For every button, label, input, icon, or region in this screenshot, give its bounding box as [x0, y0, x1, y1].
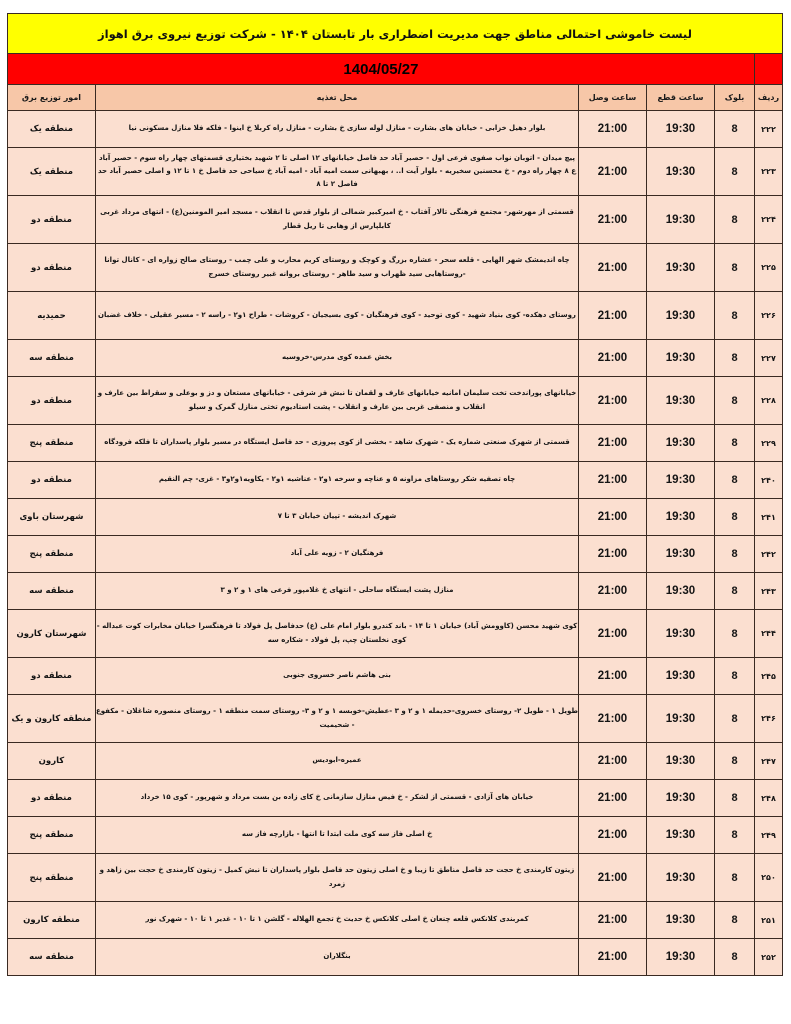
- cell-block: 8: [715, 573, 755, 610]
- cell-omoor: منطقه پنج: [7, 536, 95, 573]
- cell-block: 8: [715, 939, 755, 976]
- cell-radif: ۲۴۶: [755, 695, 783, 743]
- cell-vasl: 21:00: [579, 462, 647, 499]
- cell-block: 8: [715, 196, 755, 244]
- cell-omoor: منطقه سه: [7, 340, 95, 377]
- cell-omoor: منطقه پنج: [7, 854, 95, 902]
- cell-radif: ۲۲۶: [755, 292, 783, 340]
- table-row: [7, 462, 782, 499]
- cell-ghat: 19:30: [647, 573, 715, 610]
- cell-vasl: 21:00: [579, 902, 647, 939]
- column-header-ghat: ساعت قطع: [647, 85, 715, 111]
- cell-vasl: 21:00: [579, 340, 647, 377]
- cell-radif: ۲۴۵: [755, 658, 783, 695]
- cell-block: 8: [715, 902, 755, 939]
- cell-radif: ۲۴۸: [755, 780, 783, 817]
- cell-block: 8: [715, 610, 755, 658]
- cell-ghat: 19:30: [647, 780, 715, 817]
- cell-radif: ۲۲۹: [755, 425, 783, 462]
- date-row: [7, 54, 782, 85]
- cell-omoor: منطقه سه: [7, 573, 95, 610]
- table-row: [7, 425, 782, 462]
- cell-omoor: منطقه دو: [7, 196, 95, 244]
- cell-radif: ۲۲۵: [755, 244, 783, 292]
- cell-place: کمربندی کلانکس قلعه چنعان خ اصلی کلانکس خ حدیث خ تجمع الهلاله - گلشن ۱ تا ۱۰ - غدیر ۱ تا ۱۰ - شهرک نور: [96, 902, 579, 939]
- cell-block: 8: [715, 658, 755, 695]
- cell-ghat: 19:30: [647, 462, 715, 499]
- cell-vasl: 21:00: [579, 499, 647, 536]
- cell-radif: ۲۴۷: [755, 743, 783, 780]
- cell-vasl: 21:00: [579, 111, 647, 148]
- cell-radif: ۲۴۱: [755, 499, 783, 536]
- cell-vasl: 21:00: [579, 743, 647, 780]
- cell-block: 8: [715, 425, 755, 462]
- cell-place: کوی شهید محسن (کاوومش آباد) خیابان ۱ تا ۱۴ - باند کندرو بلوار امام علی (ع) حدفاصل پل فولاد تا فرهنگسرا خیابان مخابرات کوت عبداله - کوی نخلستان چپ، پل فولاد - شکاره سه: [96, 610, 579, 658]
- cell-omoor: منطقه دو: [7, 658, 95, 695]
- schedule-date: 1404/05/27: [7, 54, 754, 85]
- cell-vasl: 21:00: [579, 377, 647, 425]
- cell-block: 8: [715, 854, 755, 902]
- cell-place: بنی هاشم ناصر خسروی جنوبی: [96, 658, 579, 695]
- cell-ghat: 19:30: [647, 743, 715, 780]
- cell-block: 8: [715, 536, 755, 573]
- cell-vasl: 21:00: [579, 817, 647, 854]
- cell-vasl: 21:00: [579, 292, 647, 340]
- cell-vasl: 21:00: [579, 610, 647, 658]
- cell-ghat: 19:30: [647, 111, 715, 148]
- cell-place: بلوار دهیل خزابی - خیابان های بشارت - منازل لوله سازی خ بشارت - منازل راه کربلا خ اینوا - فلکه فلا منازل مسکونی نیا: [96, 111, 579, 148]
- cell-ghat: 19:30: [647, 939, 715, 976]
- cell-block: 8: [715, 743, 755, 780]
- cell-omoor: حمیدیه: [7, 292, 95, 340]
- cell-place: چاه تصفیه شکر روستاهای مزاونه ۵ و عناچه و سرخه ۱و۲ - عناشیه ۱و۲ - یکاویه۱و۲و۳ - غزی- چم النقیم: [96, 462, 579, 499]
- column-header-vasl: ساعت وصل: [579, 85, 647, 111]
- table-row: [7, 939, 782, 976]
- cell-place: بخش عمده کوی مدرس-خروسیه: [96, 340, 579, 377]
- cell-ghat: 19:30: [647, 658, 715, 695]
- table-row: [7, 340, 782, 377]
- cell-vasl: 21:00: [579, 148, 647, 196]
- table-row: [7, 743, 782, 780]
- cell-radif: ۲۴۰: [755, 462, 783, 499]
- cell-omoor: منطقه دو: [7, 462, 95, 499]
- cell-place: قسمتی از شهرک صنعتی شماره یک - شهرک شاهد - بخشی از کوی پیروزی - حد فاصل ایستگاه در مسیر بلوار پاسداران تا فلکه فرودگاه: [96, 425, 579, 462]
- cell-omoor: منطقه دو: [7, 780, 95, 817]
- cell-block: 8: [715, 695, 755, 743]
- cell-vasl: 21:00: [579, 196, 647, 244]
- cell-radif: ۲۵۱: [755, 902, 783, 939]
- table-row: [7, 854, 782, 902]
- cell-vasl: 21:00: [579, 536, 647, 573]
- cell-omoor: منطقه پنج: [7, 425, 95, 462]
- cell-block: 8: [715, 111, 755, 148]
- cell-place: منازل پشت ایستگاه ساحلی - انتهای خ غلامپور فرعی های ۱ و ۲ و ۳: [96, 573, 579, 610]
- table-row: [7, 780, 782, 817]
- table-row: [7, 536, 782, 573]
- cell-omoor: شهرستان باوی: [7, 499, 95, 536]
- outage-sheet: [8, 13, 783, 976]
- cell-omoor: منطقه پنج: [7, 817, 95, 854]
- cell-ghat: 19:30: [647, 499, 715, 536]
- cell-vasl: 21:00: [579, 658, 647, 695]
- cell-vasl: 21:00: [579, 695, 647, 743]
- date-band-spacer: [755, 54, 783, 85]
- cell-radif: ۲۲۸: [755, 377, 783, 425]
- cell-ghat: 19:30: [647, 536, 715, 573]
- cell-omoor: منطقه کارون و یک: [7, 695, 95, 743]
- cell-ghat: 19:30: [647, 425, 715, 462]
- cell-omoor: کارون: [7, 743, 95, 780]
- outage-table: [7, 13, 783, 976]
- cell-place: خیابان های آزادی - قسمتی از لشکر - خ فیض منازل سازمانی خ کای زاده بن بست مرداد و شهرپور - کوی ۱۵ خرداد: [96, 780, 579, 817]
- cell-place: پیچ میدان - اتوبان نواب صفوی فرعی اول - حصیر آباد حد فاصل خیابانهای ۱۲ اصلی تا ۲ شهید بختیاری قسمتهای چهار راه سوم - حصیر آباد ع ۸ چهار راه دوم - خ محسنین سخیریه - بلوار آیت ا.. ، بهبهانی سمت امیه آباد - امیه آباد خ سیاحی حد فاصل خ ۱ تا ۱۲ و اصلی حصیر آباد حد فاصل ۲ تا ۸: [96, 148, 579, 196]
- cell-omoor: منطقه کارون: [7, 902, 95, 939]
- column-header-block: بلوک: [715, 85, 755, 111]
- cell-place: قسمتی از مهرشهر- مجتمع فرهنگی تالار آفتاب - خ امیرکبیر شمالی از بلوار قدس تا انقلاب - مسجد امیر المومنین(ع) - انتهای مرداد غربی کابلپارس از وهابی تا ریل قطار: [96, 196, 579, 244]
- cell-radif: ۲۴۳: [755, 573, 783, 610]
- cell-vasl: 21:00: [579, 854, 647, 902]
- cell-block: 8: [715, 292, 755, 340]
- column-header-omoor: امور توزیع برق: [7, 85, 95, 111]
- cell-omoor: منطقه یک: [7, 148, 95, 196]
- cell-ghat: 19:30: [647, 292, 715, 340]
- cell-radif: ۲۲۳: [755, 148, 783, 196]
- table-row: [7, 902, 782, 939]
- cell-ghat: 19:30: [647, 695, 715, 743]
- cell-place: زیتون کارمندی خ حجت حد فاصل مناطق تا زیبا و خ اصلی زیتون حد فاصل بلوار پاسداران تا نبش کمیل - زیتون کارمندی خ حجت بین زاهد و زمرد: [96, 854, 579, 902]
- cell-ghat: 19:30: [647, 244, 715, 292]
- cell-omoor: شهرستان کارون: [7, 610, 95, 658]
- cell-place: خ اصلی فاز سه کوی ملت ابتدا تا انتها - بازارچه فاز سه: [96, 817, 579, 854]
- cell-block: 8: [715, 148, 755, 196]
- column-header-radif: ردیف: [755, 85, 783, 111]
- table-row: [7, 148, 782, 196]
- cell-ghat: 19:30: [647, 148, 715, 196]
- cell-block: 8: [715, 340, 755, 377]
- cell-radif: ۲۲۲: [755, 111, 783, 148]
- cell-place: شهرک اندیشه - تپیان خیابان ۳ تا ۷: [96, 499, 579, 536]
- table-row: [7, 610, 782, 658]
- page-title: لیست خاموشی احتمالی مناطق جهت مدیریت اضطراری بار تابستان ۱۴۰۴ - شرکت توزیع نیروی برق اهواز: [7, 14, 782, 54]
- cell-vasl: 21:00: [579, 425, 647, 462]
- table-row: [7, 695, 782, 743]
- cell-omoor: منطقه دو: [7, 377, 95, 425]
- cell-radif: ۲۵۰: [755, 854, 783, 902]
- cell-place: فرهنگیان ۲ - زویه علی آباد: [96, 536, 579, 573]
- cell-omoor: منطقه یک: [7, 111, 95, 148]
- cell-place: عمیره-ابودیس: [96, 743, 579, 780]
- table-body: [7, 111, 782, 976]
- cell-place: خیابانهای پوراندخت تخت سلیمان امانیه خیابانهای عارف و لقمان تا نبش فز شرقی - خیابانهای مستعان و دز و بوعلی و سقراط بین عارف و انقلاب و منصفی غربی بین عارف و انقلاب - پشت استادیوم تختی منازل گمرک و سیلو: [96, 377, 579, 425]
- table-row: [7, 111, 782, 148]
- cell-ghat: 19:30: [647, 854, 715, 902]
- table-row: [7, 817, 782, 854]
- column-header-place: محل تغذیه: [96, 85, 579, 111]
- cell-place: روستای دهکده- کوی بنیاد شهید - کوی توحید - کوی فرهنگیان - کوی بسیجیان - کروشات - طراح ۱و۲ - راسه ۲ - مسیر عقیلی - خلاف غضبان: [96, 292, 579, 340]
- table-row: [7, 658, 782, 695]
- table-head: [7, 14, 782, 111]
- cell-block: 8: [715, 244, 755, 292]
- cell-radif: ۲۴۴: [755, 610, 783, 658]
- cell-radif: ۲۵۲: [755, 939, 783, 976]
- cell-ghat: 19:30: [647, 902, 715, 939]
- cell-radif: ۲۴۲: [755, 536, 783, 573]
- column-header-row: [7, 85, 782, 111]
- cell-vasl: 21:00: [579, 780, 647, 817]
- cell-vasl: 21:00: [579, 939, 647, 976]
- cell-place: بنگلاران: [96, 939, 579, 976]
- title-row: [7, 14, 782, 54]
- cell-place: چاه اندیمشک شهر الهایی - قلعه سحر - عشاره بزرگ و کوچک و روستای کریم محارب و علی چمب - روستای صالح زواره ای - کانال توانا -روستاهایی سید ظهراب و سید طاهر - روستای بروانه غبیر روستای خسرج: [96, 244, 579, 292]
- cell-block: 8: [715, 780, 755, 817]
- table-row: [7, 377, 782, 425]
- cell-block: 8: [715, 462, 755, 499]
- cell-radif: ۲۲۴: [755, 196, 783, 244]
- cell-place: طویل ۱ - طویل ۲- روستای خسروی-حدیمله ۱ و ۲ و ۳ -عطیش-خوبسه ۱ و ۲ و ۳- روستای سمت منطقه ۱ - روستای منصوره شاغلان - مکفوع - شحیمیت: [96, 695, 579, 743]
- cell-ghat: 19:30: [647, 610, 715, 658]
- table-row: [7, 196, 782, 244]
- table-row: [7, 499, 782, 536]
- cell-omoor: منطقه دو: [7, 244, 95, 292]
- cell-omoor: منطقه سه: [7, 939, 95, 976]
- table-row: [7, 292, 782, 340]
- table-row: [7, 573, 782, 610]
- cell-block: 8: [715, 817, 755, 854]
- cell-vasl: 21:00: [579, 573, 647, 610]
- cell-vasl: 21:00: [579, 244, 647, 292]
- table-row: [7, 244, 782, 292]
- cell-radif: ۲۲۷: [755, 340, 783, 377]
- cell-ghat: 19:30: [647, 196, 715, 244]
- cell-block: 8: [715, 377, 755, 425]
- cell-radif: ۲۴۹: [755, 817, 783, 854]
- cell-ghat: 19:30: [647, 340, 715, 377]
- cell-block: 8: [715, 499, 755, 536]
- cell-ghat: 19:30: [647, 817, 715, 854]
- cell-ghat: 19:30: [647, 377, 715, 425]
